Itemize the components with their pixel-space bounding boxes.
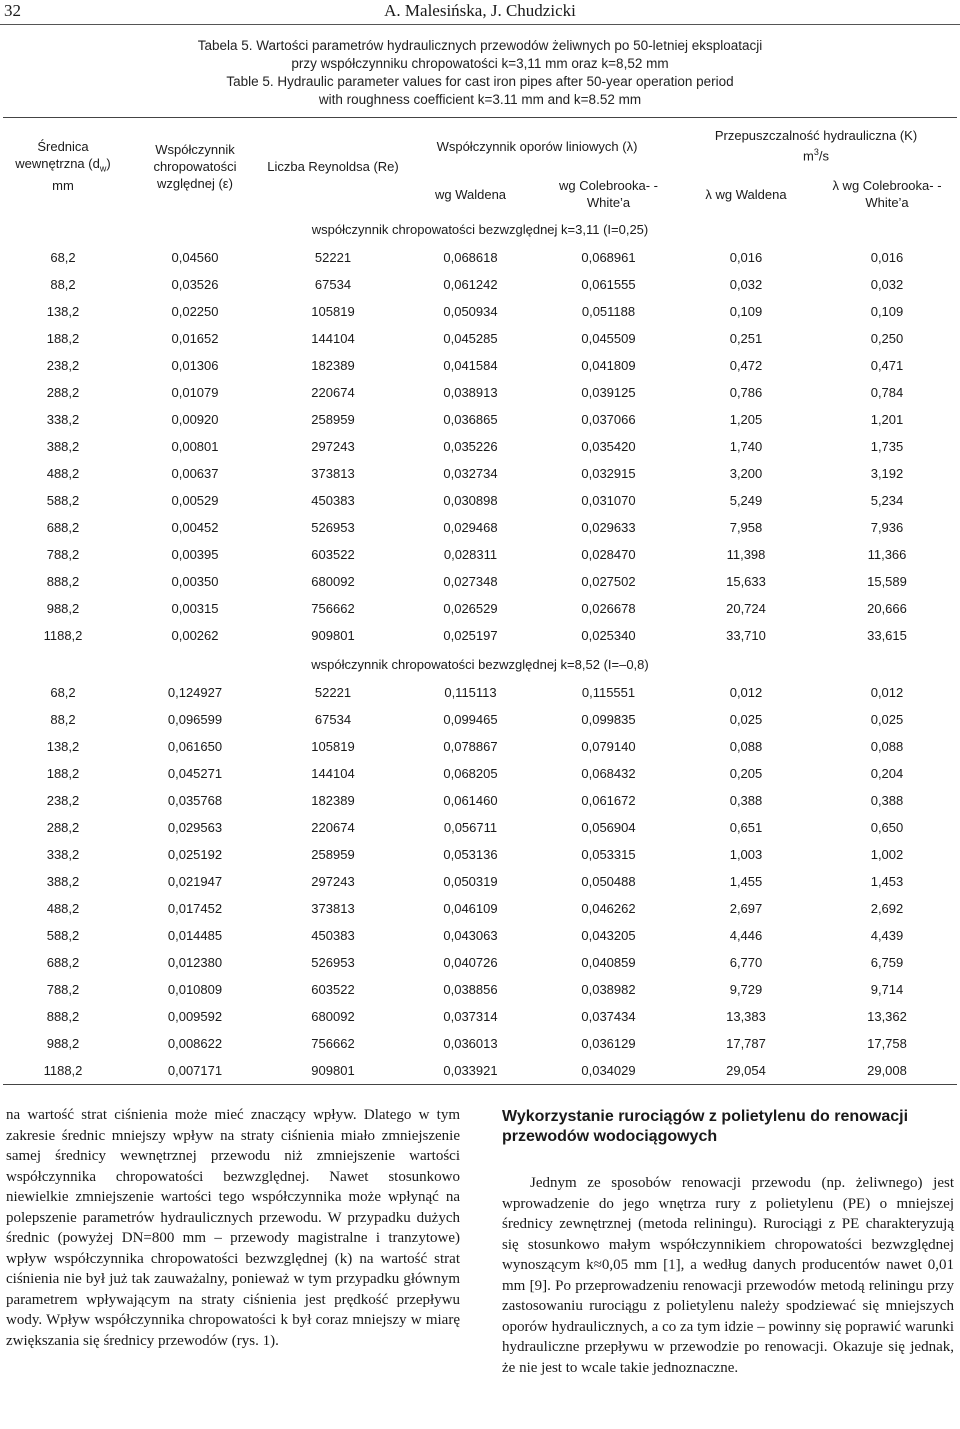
table-cell: 88,2 [50, 277, 76, 292]
table-cell: 33,615 [867, 628, 907, 643]
table-cell: 0,038856 [443, 982, 498, 997]
table-cell: 0,027502 [581, 574, 636, 589]
table-cell: 0,388 [729, 793, 763, 808]
section-title: współczynnik chropowatości bezwzględnej k=3,11 (I=0,25) [311, 221, 649, 237]
table-cell: 0,109 [870, 304, 904, 319]
table-row [3, 814, 957, 841]
table-cell: 238,2 [46, 358, 80, 373]
table-cell: 0,061242 [443, 277, 498, 292]
table-cell: 0,061555 [581, 277, 636, 292]
table-cell: 0,026678 [581, 601, 636, 616]
table-cell: 588,2 [46, 493, 80, 508]
table-cell: 0,099465 [443, 712, 498, 727]
table-cell: 0,00452 [171, 520, 219, 535]
table-cell: 0,01079 [171, 385, 219, 400]
table-row [3, 679, 957, 706]
table-cell: 52221 [314, 250, 352, 265]
table-cell: 0,038982 [581, 982, 636, 997]
table-cell: 0,00637 [171, 466, 219, 481]
page-number: 32 [4, 1, 21, 20]
table-cell: 144104 [311, 331, 355, 346]
header-friction-coefficient: Współczynnik oporów liniowych (λ) [399, 118, 675, 175]
table-cell: 52221 [314, 685, 352, 700]
table-cell: 0,040859 [581, 955, 636, 970]
data-table [3, 117, 957, 1085]
table-cell: 0,250 [870, 331, 904, 346]
table-cell: 0,029563 [167, 820, 223, 835]
table-cell: 9,729 [729, 982, 763, 997]
hydraulic-parameters-table [3, 117, 957, 1085]
table-cell: 603522 [311, 547, 355, 562]
table-cell: 0,088 [729, 739, 763, 754]
table-cell: 17,787 [726, 1036, 766, 1051]
section-title: współczynnik chropowatości bezwzględnej k=8,52 (I=–0,8) [311, 656, 649, 672]
table-row [3, 1057, 957, 1085]
table-cell: 0,388 [870, 793, 904, 808]
table-cell: 0,045271 [167, 766, 223, 781]
table-cell: 788,2 [46, 547, 80, 562]
table-row [3, 760, 957, 787]
table-row [3, 298, 957, 325]
page-header [0, 0, 960, 25]
table-cell: 0,045285 [443, 331, 498, 346]
table-cell: 68,2 [50, 685, 76, 700]
table-cell: 138,2 [46, 304, 80, 319]
table-cell: 258959 [311, 847, 355, 862]
table-row [3, 541, 957, 568]
table-cell: 0,029468 [443, 520, 498, 535]
table-cell: 0,00801 [171, 439, 219, 454]
table-cell: 29,054 [675, 1057, 817, 1085]
header-reynolds-number: Liczba Reynoldsa (Re) [267, 118, 399, 215]
table-cell: 0,00350 [171, 574, 219, 589]
table-cell: 0,012380 [167, 955, 223, 970]
table-cell: 6,759 [870, 955, 904, 970]
table-cell: 0,037314 [443, 1009, 498, 1024]
header-diameter: Średnica wewnętrzna $(d_w)$ mm [3, 118, 123, 215]
table-cell: 0,01306 [171, 358, 219, 373]
header-hydraulic-capacity: Przepuszczalność hydrauliczna (K) $m^3/s$ [675, 118, 957, 175]
table-cell: 33,710 [726, 628, 766, 643]
table-cell: 188,2 [46, 766, 80, 781]
table-cell: 0,045509 [581, 331, 636, 346]
table-cell: 488,2 [46, 466, 80, 481]
table-cell: 0,031070 [581, 493, 636, 508]
table-cell: 238,2 [46, 793, 80, 808]
table-cell: 1,201 [870, 412, 904, 427]
table-cell: 182389 [311, 358, 355, 373]
table-cell: 20,724 [726, 601, 766, 616]
table-cell: 105819 [311, 304, 355, 319]
table-cell: 0,472 [729, 358, 763, 373]
table-cell: 0,027348 [443, 574, 498, 589]
section-row [3, 649, 957, 679]
table-cell: 0,043063 [443, 928, 498, 943]
table-cell: 988,2 [46, 601, 80, 616]
table-row [3, 568, 957, 595]
table-cell: 220674 [311, 385, 355, 400]
table-cell: 0,025 [870, 712, 904, 727]
table-cell: 909801 [267, 1057, 399, 1085]
table-cell: 688,2 [46, 520, 80, 535]
table-cell: 0,036013 [443, 1036, 498, 1051]
table-cell: 0,046262 [581, 901, 636, 916]
table-cell: 0,029633 [581, 520, 636, 535]
table-cell: 1,003 [729, 847, 763, 862]
table-row [3, 460, 957, 487]
table-cell: 0,028311 [443, 547, 498, 562]
table-cell: 1,453 [870, 874, 904, 889]
table-cell: 0,061650 [167, 739, 223, 754]
table-cell: 0,035226 [443, 439, 498, 454]
table-cell: 1188,2 [43, 628, 83, 643]
table-cell: 13,383 [726, 1009, 766, 1024]
table-cell: 756662 [311, 1036, 355, 1051]
table-cell: 373813 [311, 466, 355, 481]
table-row [3, 1003, 957, 1030]
table-cell: 3,192 [870, 466, 904, 481]
table-cell: 11,366 [867, 547, 907, 562]
table-cell: 11,398 [726, 547, 766, 562]
table-cell: 0,016 [729, 250, 763, 265]
table-cell: 0,017452 [167, 901, 223, 916]
table-cell: 3,200 [729, 466, 763, 481]
table-cell: 67534 [314, 712, 352, 727]
table-cell: 20,666 [867, 601, 907, 616]
table-cell: 450383 [311, 928, 355, 943]
table-cell: 0,115113 [444, 685, 497, 700]
table-row [3, 406, 957, 433]
table-row [3, 325, 957, 352]
table-cell: 680092 [311, 574, 355, 589]
table-cell: 1,002 [870, 847, 904, 862]
table-cell: 0,016 [870, 250, 904, 265]
table-cell: 0,471 [870, 358, 904, 373]
table-cell: 0,078867 [443, 739, 498, 754]
table-cell: 0,009592 [167, 1009, 223, 1024]
table-cell: 0,034029 [542, 1057, 675, 1085]
table-cell: 0,068618 [443, 250, 498, 265]
header-relative-roughness: Współczynnik chropowatości względnej (ε) [123, 118, 267, 215]
table-row [3, 487, 957, 514]
table-cell: 0,032734 [443, 466, 498, 481]
table-cell: 0,010809 [167, 982, 223, 997]
table-cell: 4,446 [729, 928, 763, 943]
table-cell: 0,053315 [581, 847, 636, 862]
table-cell: 0,040726 [443, 955, 498, 970]
table-cell: 1,735 [870, 439, 904, 454]
table-cell: 0,025192 [167, 847, 223, 862]
table-cell: 0,051188 [581, 304, 636, 319]
table-cell: 0,061460 [443, 793, 498, 808]
table-cell: 297243 [311, 874, 355, 889]
table-cell: 0,109 [729, 304, 763, 319]
table-cell: 2,692 [870, 901, 904, 916]
caption-line-pl-1: Tabela 5. Wartości parametrów hydraulicznych przewodów żeliwnych po 50-letniej eksploatacji [197, 38, 763, 53]
table-row [3, 868, 957, 895]
header-capacity-colebrook: λ wg Colebrooka- -White’a [832, 178, 942, 210]
table-cell: 0,008622 [167, 1036, 223, 1051]
table-cell: 0,028470 [581, 547, 636, 562]
table-row [3, 622, 957, 649]
table-cell: 0,026529 [443, 601, 498, 616]
body-column-left [6, 1105, 460, 1351]
table-cell: 1188,2 [3, 1057, 123, 1085]
table-cell: 15,633 [726, 574, 766, 589]
table-row [3, 244, 957, 271]
table-cell: 0,786 [729, 385, 763, 400]
table-cell: 0,01652 [171, 331, 219, 346]
table-cell: 13,362 [867, 1009, 907, 1024]
table-cell: 388,2 [46, 874, 80, 889]
table-cell: 0,651 [729, 820, 763, 835]
table-row [3, 841, 957, 868]
caption-line-en-2: with roughness coefficient k=3.11 mm and k=8.52 mm [318, 92, 642, 107]
table-cell: 2,697 [729, 901, 763, 916]
table-cell: 0,038913 [443, 385, 498, 400]
table-caption [0, 37, 960, 109]
table-cell: 88,2 [50, 712, 76, 727]
table-cell: 0,068961 [581, 250, 636, 265]
table-cell: 0,050934 [443, 304, 498, 319]
table-cell: 0,037066 [581, 412, 636, 427]
table-cell: 388,2 [46, 439, 80, 454]
header-friction-waldena: wg Waldena [434, 186, 507, 202]
table-cell: 526953 [311, 955, 355, 970]
table-cell: 0,00262 [171, 628, 219, 643]
table-cell: 0,025 [729, 712, 763, 727]
table-cell: 0,056904 [581, 820, 636, 835]
table-row [3, 895, 957, 922]
table-cell: 788,2 [46, 982, 80, 997]
table-cell: 0,012 [870, 685, 904, 700]
table-cell: 0,036865 [443, 412, 498, 427]
table-cell: 0,050319 [443, 874, 498, 889]
table-cell: 0,02250 [171, 304, 219, 319]
table-cell: 0,00395 [171, 547, 219, 562]
table-cell: 0,053136 [443, 847, 498, 862]
table-row [3, 514, 957, 541]
section-row [3, 214, 957, 244]
table-cell: 680092 [311, 1009, 355, 1024]
table-cell: 888,2 [46, 574, 80, 589]
table-cell: 0,251 [729, 331, 763, 346]
table-cell: 0,032 [729, 277, 763, 292]
table-cell: 0,012 [729, 685, 763, 700]
table-row [3, 352, 957, 379]
table-cell: 144104 [311, 766, 355, 781]
table-cell: 888,2 [46, 1009, 80, 1024]
body-paragraph: Jednym ze sposobów renowacji przewodu (np. żeliwnego) jest wprowadzenie do jego wnętrza rury z polietylenu (PE) o mniejszej średnicy zewnętrznej (metoda reliningu). Rurociągi z PE charakteryzują się stosunkowo małym współczynnikiem chropowatości bezwzględnej wynoszącym k≈0,05 mm [1], a według danych producentów nawet 0,01 mm [9]. Po przeprowadzeniu renowacji przewodów metodą reliningu przy zastosowaniu rurociągu z polietylenu należy spodziewać się mniejszych oporów hydraulicznych, a co za tym idzie – powinny się poprawić warunki hydrauliczne przepływu w przewodzie po renowacji. Okazuje się jednak, że nie jest to wcale takie jednoznaczne. [502, 1175, 954, 1376]
table-cell: 373813 [311, 901, 355, 916]
table-cell: 0,007171 [123, 1057, 267, 1085]
table-cell: 17,758 [867, 1036, 907, 1051]
table-body [3, 214, 957, 1085]
table-cell: 909801 [311, 628, 355, 643]
table-cell: 0,032915 [581, 466, 636, 481]
section-heading: Wykorzystanie rurociągów z polietylenu do renowacji przewodów wodociągowych [502, 1108, 909, 1145]
table-cell: 0,04560 [171, 250, 219, 265]
table-cell: 0,650 [870, 820, 904, 835]
table-cell: 0,035420 [581, 439, 636, 454]
table-cell: 6,770 [729, 955, 763, 970]
table-row [3, 976, 957, 1003]
table-cell: 588,2 [46, 928, 80, 943]
table-cell: 188,2 [46, 331, 80, 346]
table-cell: 0,041809 [581, 358, 636, 373]
running-head-authors: A. Malesińska, J. Chudzicki [384, 1, 576, 20]
table-cell: 0,056711 [443, 820, 498, 835]
table-cell: 0,032 [870, 277, 904, 292]
table-cell: 0,050488 [581, 874, 636, 889]
table-cell: 0,068205 [443, 766, 498, 781]
table-cell: 0,046109 [443, 901, 498, 916]
table-row [3, 922, 957, 949]
table-cell: 450383 [311, 493, 355, 508]
table-cell: 105819 [311, 739, 355, 754]
table-cell: 29,008 [817, 1057, 957, 1085]
table-cell: 0,124927 [167, 685, 223, 700]
table-cell: 0,00315 [171, 601, 219, 616]
table-cell: 0,088 [870, 739, 904, 754]
table-cell: 0,035768 [167, 793, 223, 808]
table-cell: 488,2 [46, 901, 80, 916]
table-cell: 182389 [311, 793, 355, 808]
caption-line-pl-2: przy współczynniku chropowatości k=3,11 mm oraz k=8,52 mm [291, 56, 669, 71]
table-cell: 688,2 [46, 955, 80, 970]
table-cell: 0,204 [870, 766, 904, 781]
table-cell: 0,068432 [581, 766, 636, 781]
body-paragraph: na wartość strat ciśnienia może mieć znaczący wpływ. Dlatego w tym zakresie średnic mniejszy wpływ na straty ciśnienia miało zmniejszenie samej średnicy wewnętrznej przewodu niż zmniejszenie wartości współczynnika chropowatości bezwzględnej. Nawet stosunkowo niewielkie zmniejszenie wartości tego współczynnika może wpłynąć na polepszenie parametrów hydraulicznych przewodu. W przypadku dużych średnic (powyżej DN=800 mm – przewody magistralne i tranzytowe) wpływ współczynnika chropowatości bezwzględnej (k) na wartość strat ciśnienia nie był już tak zauważalny, ponieważ w tym przypadku głównym parametrem wpływającym na straty ciśnienia jest prędkość przepływu wody. Wpływ współczynnika chropowatości k był coraz mniejszy w miarę zwiększania się średnicy przewodów (rys. 1). [6, 1107, 460, 1349]
table-cell: 0,115551 [581, 685, 636, 700]
table-cell: 338,2 [46, 847, 80, 862]
table-cell: 526953 [311, 520, 355, 535]
table-cell: 0,043205 [581, 928, 636, 943]
table-cell: 1,740 [729, 439, 763, 454]
table-cell: 756662 [311, 601, 355, 616]
table-cell: 67534 [314, 277, 352, 292]
table-cell: 9,714 [870, 982, 904, 997]
table-cell: 0,025340 [581, 628, 636, 643]
table-row [3, 949, 957, 976]
table-cell: 288,2 [46, 820, 80, 835]
table-cell: 5,234 [870, 493, 904, 508]
table-cell: 0,099835 [581, 712, 636, 727]
table-row [3, 595, 957, 622]
table-cell: 0,03526 [171, 277, 219, 292]
table-cell: 0,00529 [171, 493, 219, 508]
header-friction-colebrook: wg Colebrooka- -White’a [559, 178, 658, 210]
table-cell: 288,2 [46, 385, 80, 400]
table-cell: 0,096599 [167, 712, 223, 727]
table-cell: 4,439 [870, 928, 904, 943]
table-cell: 0,036129 [581, 1036, 636, 1051]
table-cell: 7,936 [870, 520, 904, 535]
table-cell: 0,784 [870, 385, 904, 400]
table-cell: 0,079140 [581, 739, 636, 754]
table-cell: 0,205 [729, 766, 763, 781]
table-cell: 1,205 [729, 412, 763, 427]
caption-line-en-1: Table 5. Hydraulic parameter values for cast iron pipes after 50-year operation period [226, 74, 734, 89]
table-row [3, 787, 957, 814]
table-cell: 0,014485 [167, 928, 223, 943]
table-row [3, 733, 957, 760]
table-row [3, 1030, 957, 1057]
header-capacity-waldena: λ wg Waldena [705, 186, 787, 202]
table-cell: 68,2 [50, 250, 76, 265]
table-cell: 220674 [311, 820, 355, 835]
table-cell: 0,00920 [171, 412, 219, 427]
table-cell: 15,589 [867, 574, 907, 589]
table-cell: 0,030898 [443, 493, 498, 508]
table-cell: 603522 [311, 982, 355, 997]
table-row [3, 271, 957, 298]
table-cell: 138,2 [46, 739, 80, 754]
body-column-right [502, 1107, 954, 1378]
table-cell: 988,2 [46, 1036, 80, 1051]
table-cell: 7,958 [729, 520, 763, 535]
table-cell: 258959 [311, 412, 355, 427]
table-cell: 0,021947 [167, 874, 223, 889]
table-row [3, 433, 957, 460]
table-row [3, 379, 957, 406]
table-cell: 1,455 [729, 874, 763, 889]
table-cell: 338,2 [46, 412, 80, 427]
table-cell: 5,249 [729, 493, 763, 508]
table-cell: 0,039125 [581, 385, 636, 400]
table-cell: 297243 [311, 439, 355, 454]
table-cell: 0,041584 [443, 358, 498, 373]
table-cell: 0,025197 [443, 628, 498, 643]
table-cell: 0,061672 [581, 793, 636, 808]
table-cell: 0,033921 [399, 1057, 542, 1085]
table-row [3, 706, 957, 733]
table-cell: 0,037434 [581, 1009, 636, 1024]
